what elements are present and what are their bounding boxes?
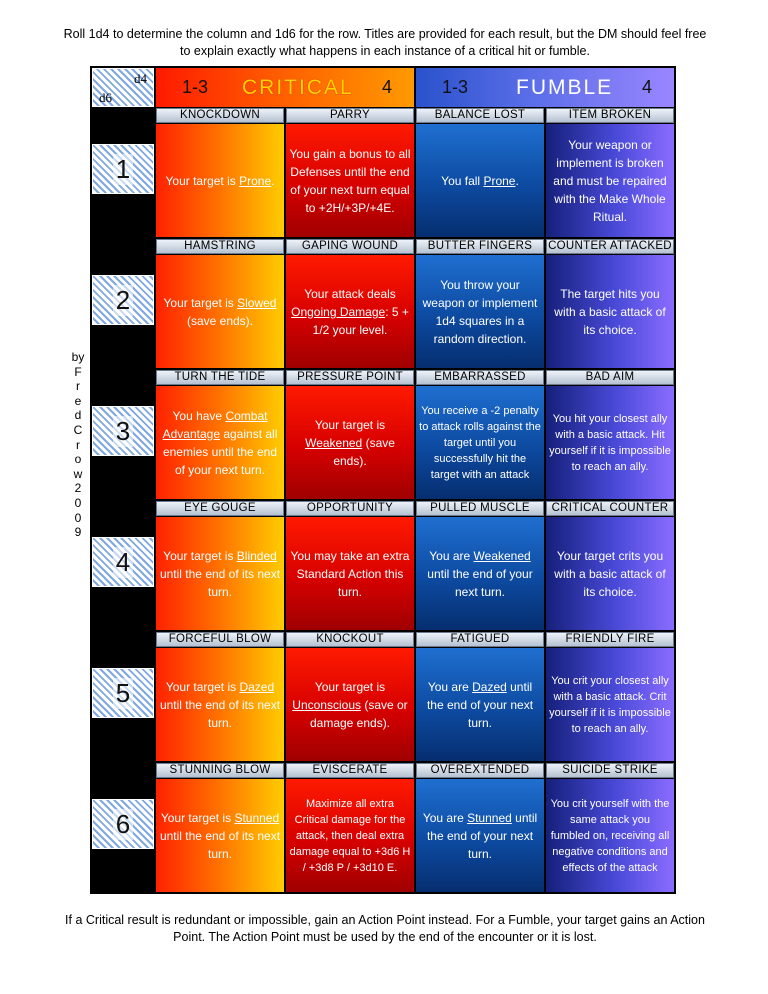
result-title: PRESSURE POINT [286, 370, 414, 385]
result-text [549, 285, 671, 339]
result-title: ITEM BROKEN [546, 108, 674, 123]
fumble-range-high: 4 [641, 77, 652, 97]
text-segment: (save ends). [333, 435, 395, 468]
die-row-2 [92, 275, 154, 325]
result-text [289, 416, 411, 470]
result-description [286, 255, 414, 368]
text-segment: You crit your closest ally with a basic attack. Crit yourself if it is impossible to reach an ally. [549, 674, 671, 735]
result-description [546, 255, 674, 368]
text-segment: until the end of your next turn. [426, 810, 538, 861]
text-segment: Your target crits you with a basic attack of its choice. [554, 548, 666, 599]
text-segment: . [515, 173, 519, 188]
text-segment: Your target is [314, 679, 386, 694]
text-segment: until the end of its next turn. [159, 697, 281, 730]
result-title: PULLED MUSCLE [416, 501, 544, 516]
text-segment: against all enemies until the end of your next turn. [162, 426, 278, 477]
result-description [156, 255, 284, 368]
die-number: 3 [113, 416, 133, 447]
critical-range-high: 4 [381, 77, 392, 97]
byline-char: 9 [74, 525, 82, 540]
d6-label: d6 [99, 90, 112, 105]
byline-char: 2 [74, 481, 82, 496]
byline-char: r [76, 437, 80, 452]
result-text [419, 547, 541, 601]
author-byline [66, 350, 90, 540]
result-description [546, 779, 674, 892]
fumble-title: FUMBLE [516, 75, 614, 99]
fumble-range-low: 1-3 [442, 77, 469, 97]
critical-title: CRITICAL [242, 75, 354, 99]
condition-keyword: Stunned [467, 810, 512, 825]
text-segment: Your target is [160, 810, 235, 825]
die-number: 5 [113, 678, 133, 709]
die-row-4 [92, 537, 154, 587]
result-description [546, 648, 674, 761]
result-title: OVEREXTENDED [416, 763, 544, 778]
die-number: 1 [113, 154, 133, 185]
die-row-3 [92, 406, 154, 456]
text-segment: Your target is [163, 295, 238, 310]
text-segment: Your target is [163, 548, 237, 563]
condition-keyword: Blinded [236, 548, 277, 563]
text-segment: (save ends). [186, 313, 254, 328]
result-title: EYE GOUGE [156, 501, 284, 516]
result-text [289, 285, 411, 339]
result-text [289, 796, 411, 876]
byline-char: w [73, 466, 83, 481]
text-segment: You are [422, 810, 468, 825]
text-segment: until the end of your next turn. [426, 679, 534, 730]
text-segment: . [271, 173, 275, 188]
die-number: 2 [113, 285, 133, 316]
result-title: TURN THE TIDE [156, 370, 284, 385]
result-description [546, 386, 674, 499]
byline-char: o [74, 452, 82, 467]
result-text [289, 145, 411, 217]
result-description [546, 124, 674, 237]
text-segment: until the end of its next turn. [159, 566, 281, 599]
result-title: KNOCKDOWN [156, 108, 284, 123]
result-title: COUNTER ATTACKED [546, 239, 674, 254]
text-segment: You hit your closest ally with a basic attack. Hit yourself if it is impossible to reach an ally. [549, 412, 671, 473]
byline-char: 0 [74, 495, 82, 510]
byline-char: 0 [74, 510, 82, 525]
result-title: KNOCKOUT [286, 632, 414, 647]
result-text [549, 136, 671, 226]
result-description [416, 517, 544, 630]
text-segment: You have [172, 408, 226, 423]
text-segment: until the end of your next turn. [427, 566, 533, 599]
byline-char: d [74, 408, 82, 423]
result-text [419, 809, 541, 863]
result-text [419, 678, 541, 732]
result-description [286, 779, 414, 892]
text-segment: You throw your weapon or implement 1d4 squares in a random direction. [422, 277, 538, 346]
text-segment: You gain a bonus to all Defenses until the end of your next turn equal to +2H/+3P/+4E. [289, 146, 411, 215]
result-text [549, 796, 671, 876]
result-title: FRIENDLY FIRE [546, 632, 674, 647]
result-text [289, 547, 411, 601]
condition-keyword: Slowed [237, 295, 277, 310]
result-description [156, 779, 284, 892]
result-text [419, 276, 541, 348]
result-text [159, 809, 281, 863]
text-segment: The target hits you with a basic attack of its choice. [554, 286, 666, 337]
result-description [546, 517, 674, 630]
result-description [156, 517, 284, 630]
critical-range-low: 1-3 [182, 77, 209, 97]
footer-note: If a Critical result is redundant or impossible, gain an Action Point instead. For a Fumble, your target gains an Action Point. The Action Point must be used by the end of the encounter or it is lost. [65, 913, 705, 944]
die-row-5 [92, 668, 154, 718]
result-text [549, 547, 671, 601]
result-text [159, 678, 281, 732]
result-title: FORCEFUL BLOW [156, 632, 284, 647]
text-segment: : 5 + 1/2 your level. [312, 304, 409, 337]
text-segment: You crit yourself with the same attack you fumbled on, receiving all negative conditions and effects of the attack [550, 797, 670, 874]
result-title: FATIGUED [416, 632, 544, 647]
text-segment: You fall [441, 173, 484, 188]
byline-char: r [76, 379, 80, 394]
byline-char: C [73, 422, 83, 437]
result-description [416, 386, 544, 499]
die-number: 6 [113, 809, 133, 840]
intro-instructions: Roll 1d4 to determine the column and 1d6 for the row. Titles are provided for each result, but the DM should feel free to explain exactly what happens in each instance of a critical hit or fumble. [63, 27, 707, 58]
die-row-1 [92, 144, 154, 194]
result-title: HAMSTRING [156, 239, 284, 254]
byline-char: e [74, 393, 82, 408]
text-segment: Your target is [314, 417, 386, 432]
result-title: OPPORTUNITY [286, 501, 414, 516]
result-text [159, 547, 281, 601]
result-text [159, 407, 281, 479]
die-number: 4 [113, 547, 133, 578]
text-segment: You are [427, 679, 473, 694]
text-segment: Your target is [165, 679, 240, 694]
condition-keyword: Combat Advantage [162, 408, 268, 441]
fumble-band [416, 68, 674, 107]
result-description [286, 124, 414, 237]
text-segment: You receive a -2 penalty to attack rolls against the target until you successfully hit the target with an attack [419, 404, 541, 481]
result-description [156, 124, 284, 237]
condition-keyword: Weakened [305, 435, 363, 450]
condition-keyword: Unconscious [292, 697, 361, 712]
result-title: BALANCE LOST [416, 108, 544, 123]
result-text [441, 172, 519, 190]
result-text [159, 294, 281, 330]
dice-corner [92, 68, 154, 107]
text-segment: Your attack deals [304, 286, 396, 301]
condition-keyword: Prone [239, 173, 272, 188]
critical-fumble-table [90, 66, 676, 894]
text-segment: You may take an extra Standard Action this turn. [290, 548, 410, 599]
text-segment: until the end of its next turn. [159, 828, 281, 861]
result-text [549, 411, 671, 475]
text-segment: Your weapon or implement is broken and must be repaired with the Make Whole Ritual. [553, 137, 667, 224]
condition-keyword: Stunned [234, 810, 280, 825]
result-title: CRITICAL COUNTER [546, 501, 674, 516]
d4-label: d4 [134, 71, 147, 86]
result-title: PARRY [286, 108, 414, 123]
result-title: EMBARRASSED [416, 370, 544, 385]
text-segment: Maximize all extra Critical damage for the attack, then deal extra damage equal to +3d6 H / +3d8 P / +3d10 E. [289, 797, 411, 874]
result-text [549, 673, 671, 737]
condition-keyword: Dazed [239, 679, 275, 694]
condition-keyword: Ongoing Damage [291, 304, 386, 319]
critical-band [156, 68, 414, 107]
die-row-6 [92, 799, 154, 849]
condition-keyword: Weakened [473, 548, 531, 563]
result-description [156, 386, 284, 499]
condition-keyword: Dazed [472, 679, 507, 694]
byline-char: by [71, 350, 85, 364]
result-description [416, 648, 544, 761]
result-description [286, 648, 414, 761]
result-title: GAPING WOUND [286, 239, 414, 254]
byline-char: F [74, 364, 82, 379]
condition-keyword: Prone [483, 173, 516, 188]
result-description [156, 648, 284, 761]
result-title: SUICIDE STRIKE [546, 763, 674, 778]
text-segment: You are [429, 548, 474, 563]
text-segment: Your target is [165, 173, 240, 188]
result-description [416, 255, 544, 368]
result-text [419, 403, 541, 483]
result-title: EVISCERATE [286, 763, 414, 778]
result-title: BUTTER FINGERS [416, 239, 544, 254]
result-text [166, 172, 275, 190]
result-description [416, 779, 544, 892]
result-title: BAD AIM [546, 370, 674, 385]
result-title: STUNNING BLOW [156, 763, 284, 778]
result-description [286, 517, 414, 630]
text-segment: (save or damage ends). [309, 697, 408, 730]
result-description [286, 386, 414, 499]
result-text [289, 678, 411, 732]
result-description [416, 124, 544, 237]
